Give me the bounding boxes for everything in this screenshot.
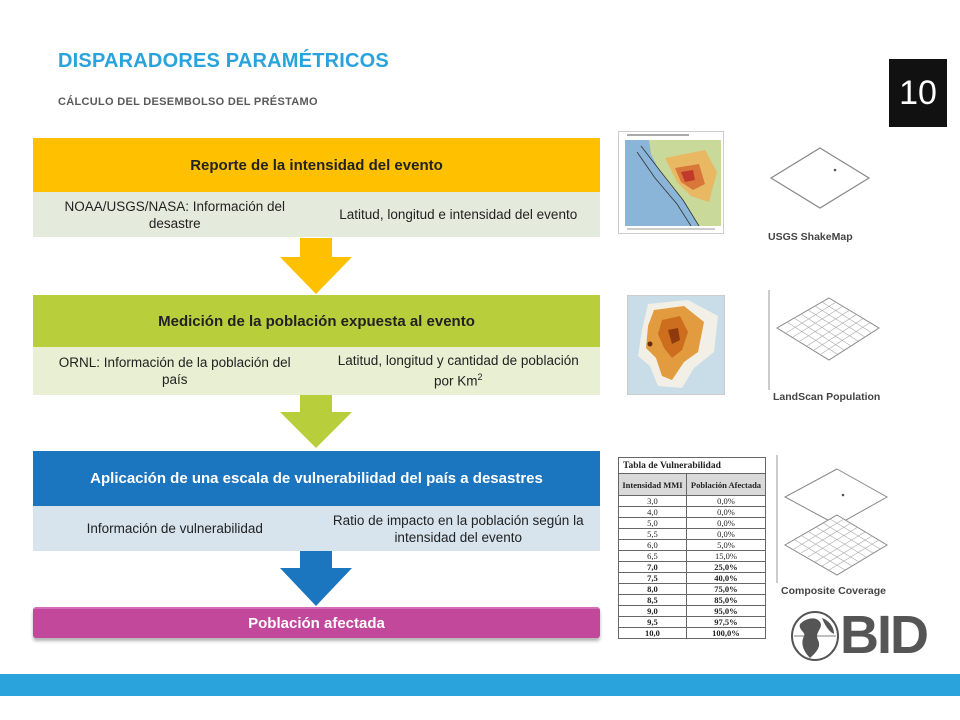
table-cell: 25,0%: [686, 562, 765, 573]
step-source: NOAA/USGS/NASA: Información del desastre: [64, 198, 286, 231]
population-map-image: [627, 295, 725, 395]
logo-text: BID: [840, 605, 927, 665]
column-header-population: Población Afectada: [686, 474, 765, 496]
table-cell: 40,0%: [686, 573, 765, 584]
table-row: [619, 540, 766, 551]
step-body: [33, 347, 600, 395]
globe-icon: [790, 610, 840, 662]
table-row: [619, 507, 766, 518]
table-row: [619, 562, 766, 573]
step-population-exposure: [33, 295, 600, 395]
table-cell: 4,0: [619, 507, 687, 518]
step-heading: Reporte de la intensidad del evento: [33, 138, 600, 192]
image-label: LandScan Population: [773, 391, 881, 403]
result-affected-population: Población afectada: [33, 607, 600, 638]
composite-coverage-diagram: [775, 455, 895, 605]
table-cell: 8,5: [619, 595, 687, 606]
intensity-map-image: [618, 131, 724, 234]
table-row: [619, 529, 766, 540]
table-cell: 6,5: [619, 551, 687, 562]
table-cell: 7,5: [619, 573, 687, 584]
step-output: Ratio de impacto en la población según la intensidad del evento: [332, 512, 584, 545]
table-cell: 7,0: [619, 562, 687, 573]
step-output: Latitud, longitud e intensidad del evento: [339, 207, 578, 222]
table-row: [619, 573, 766, 584]
step-heading: Medición de la población expuesta al evento: [33, 295, 600, 347]
table-row: [619, 628, 766, 639]
vulnerability-table: [618, 457, 766, 639]
table-cell: 6,0: [619, 540, 687, 551]
table-cell: 0,0%: [686, 496, 765, 507]
shakemap-diagram: [765, 140, 875, 245]
slide-number: 10: [889, 59, 947, 127]
table-cell: 85,0%: [686, 595, 765, 606]
table-cell: 97,5%: [686, 617, 765, 628]
landscan-diagram: [767, 290, 887, 415]
table-cell: 15,0%: [686, 551, 765, 562]
table-cell: 5,0%: [686, 540, 765, 551]
table-cell: 75,0%: [686, 584, 765, 595]
table-cell: 0,0%: [686, 507, 765, 518]
step-vulnerability-scale: [33, 451, 600, 551]
table-cell: 100,0%: [686, 628, 765, 639]
step-output-text: Latitud, longitud y cantidad de población por Km: [337, 353, 579, 389]
step-body: [33, 192, 600, 237]
table-caption: Tabla de Vulnerabilidad: [619, 458, 766, 474]
step-intensity-report: [33, 138, 600, 237]
table-cell: 0,0%: [686, 518, 765, 529]
column-header-intensity: Intensidad MMI: [619, 474, 687, 496]
table-cell: 95,0%: [686, 606, 765, 617]
step-output: [317, 352, 601, 390]
table-row: [619, 606, 766, 617]
table-row: [619, 551, 766, 562]
table-cell: 5,0: [619, 518, 687, 529]
table-row: [619, 518, 766, 529]
page-title: DISPARADORES PARAMÉTRICOS: [58, 50, 389, 72]
table-cell: 3,0: [619, 496, 687, 507]
table-row: [619, 617, 766, 628]
bid-logo: [790, 605, 940, 665]
table-row: [619, 496, 766, 507]
step-body: [33, 506, 600, 551]
table-row: [619, 584, 766, 595]
image-label: Composite Coverage: [781, 585, 887, 597]
step-source: Información de vulnerabilidad: [86, 521, 263, 536]
table-cell: 8,0: [619, 584, 687, 595]
table-cell: 0,0%: [686, 529, 765, 540]
table-row: [619, 595, 766, 606]
step-source: ORNL: Información de la población del país: [58, 355, 291, 387]
table-cell: 10,0: [619, 628, 687, 639]
image-label: USGS ShakeMap: [768, 231, 853, 243]
table-cell: 9,5: [619, 617, 687, 628]
table-cell: 5,5: [619, 529, 687, 540]
superscript: 2: [477, 372, 483, 383]
page-subtitle: CÁLCULO DEL DESEMBOLSO DEL PRÉSTAMO: [58, 96, 318, 108]
step-heading: Aplicación de una escala de vulnerabilidad del país a desastres: [33, 451, 600, 506]
footer-bar: [0, 674, 960, 696]
table-cell: 9,0: [619, 606, 687, 617]
